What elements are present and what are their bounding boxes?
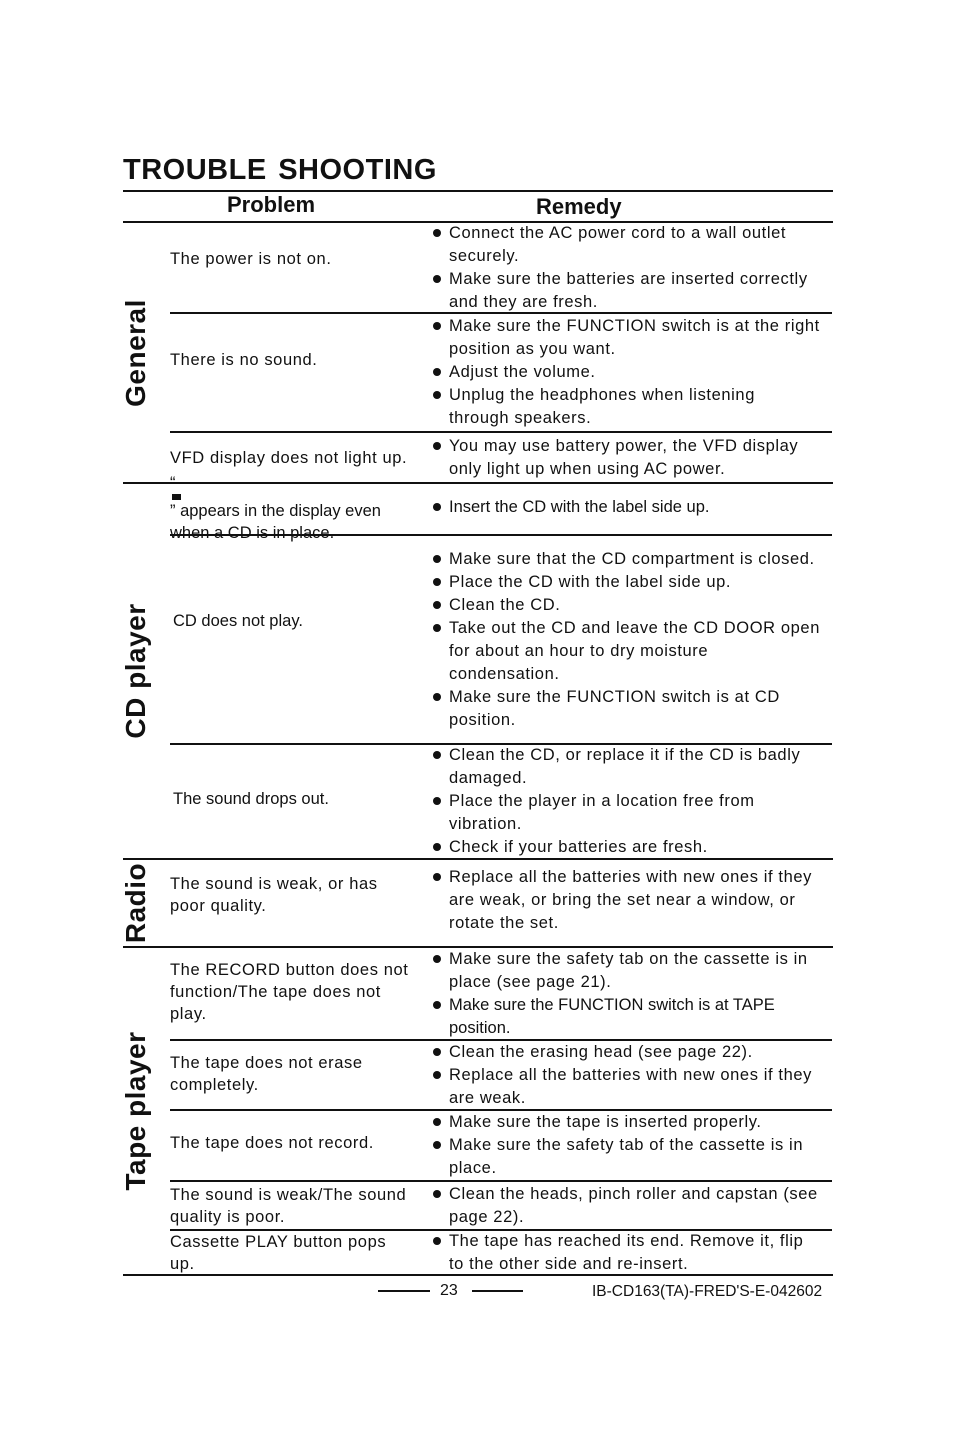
document-code: IB-CD163(TA)-FRED'S-E-042602	[592, 1283, 823, 1300]
remedy-item: Connect the AC power cord to a wall outlet securely.	[428, 222, 820, 268]
remedy-item: Clean the CD, or replace it if the CD is badly damaged.	[428, 744, 820, 790]
remedy-cell	[428, 223, 820, 312]
problem-text: There is no sound.	[170, 350, 318, 369]
remedy-cell	[428, 1231, 820, 1274]
blank-display-dash-icon	[172, 497, 181, 500]
category-label: General	[120, 298, 151, 407]
problem-text: The tape does not erase completely.	[170, 1054, 363, 1094]
quote-open: “	[170, 474, 176, 492]
table-row	[170, 1182, 832, 1229]
table-row	[170, 474, 832, 542]
remedy-item: Make sure that the CD compartment is closed.	[428, 548, 820, 571]
problem-text: The power is not on.	[170, 249, 332, 268]
remedy-cell	[428, 1111, 820, 1180]
remedy-item: You may use battery power, the VFD display only light up when using AC power.	[428, 435, 820, 481]
remedy-item: Make sure the tape is inserted properly.	[428, 1111, 820, 1134]
table-row	[170, 745, 832, 858]
remedy-column-header: Remedy	[536, 194, 622, 219]
problem-text: The sound drops out.	[173, 790, 329, 808]
category-label: Radio	[120, 862, 151, 944]
problem-text: The sound is weak, or has poor quality.	[170, 875, 378, 915]
problem-text: CD does not play.	[173, 612, 303, 630]
remedy-item: Clean the erasing head (see page 22).	[428, 1041, 820, 1064]
table-row	[170, 314, 832, 431]
remedy-cell	[428, 745, 820, 858]
category-label: CD player	[120, 603, 151, 739]
page-title: TROUBLE SHOOTING	[123, 154, 437, 186]
table-row	[170, 948, 832, 1039]
remedy-item: Replace all the batteries with new ones if they are weak, or bring the set near a window, or rotate the set.	[428, 866, 820, 935]
remedy-cell	[428, 860, 820, 940]
problem-text-rest: ” appears in the display even when a CD is in place.	[170, 502, 381, 542]
table-row	[170, 223, 832, 312]
page-number: 23	[440, 1282, 458, 1299]
table-row	[170, 1111, 832, 1180]
problem-cell	[170, 314, 416, 405]
table-row	[170, 860, 832, 946]
problem-text: The RECORD button does not function/The tape does not play.	[170, 961, 409, 1023]
remedy-cell	[428, 433, 820, 482]
table-row	[170, 1041, 832, 1109]
remedy-cell	[428, 1041, 820, 1109]
remedy-cell	[428, 536, 820, 743]
remedy-item: Place the CD with the label side up.	[428, 571, 820, 594]
problem-column-header: Problem	[227, 192, 316, 217]
problem-cell	[170, 745, 419, 853]
remedy-item: Adjust the volume.	[428, 361, 820, 384]
problem-cell	[170, 1231, 416, 1274]
problem-cell	[170, 1182, 416, 1229]
problem-cell	[170, 536, 419, 706]
remedy-item: Insert the CD with the label side up.	[428, 496, 820, 519]
remedy-cell	[428, 314, 820, 431]
problem-cell	[170, 474, 416, 542]
problem-text: The tape does not record.	[170, 1134, 374, 1152]
problem-text: The sound is weak/The sound quality is poor.	[170, 1185, 407, 1226]
table-row	[170, 1231, 832, 1274]
category-radio	[114, 860, 158, 946]
table-row	[170, 536, 832, 743]
problem-cell	[170, 223, 416, 294]
problem-text: Cassette PLAY button pops up.	[170, 1232, 387, 1273]
problem-text	[170, 472, 416, 544]
remedy-item: Place the player in a location free from vibration.	[428, 790, 820, 836]
remedy-item: Make sure the safety tab of the cassette is in place.	[428, 1134, 820, 1180]
remedy-item: Make sure the FUNCTION switch is at TAPE position.	[428, 994, 820, 1040]
remedy-item: Clean the heads, pinch roller and capstan (see page 22).	[428, 1183, 820, 1229]
remedy-item: Make sure the FUNCTION switch is at the right position as you want.	[428, 315, 820, 361]
remedy-item: Make sure the batteries are inserted correctly and they are fresh.	[428, 268, 820, 314]
category-tape-player	[114, 948, 158, 1274]
problem-cell	[170, 1111, 416, 1175]
remedy-item: Clean the CD.	[428, 594, 820, 617]
category-cd-player	[114, 484, 158, 858]
category-general	[114, 223, 158, 482]
category-label: Tape player	[120, 1031, 151, 1191]
remedy-item: Unplug the headphones when listening through speakers.	[428, 384, 820, 430]
remedy-item: Check if your batteries are fresh.	[428, 836, 820, 859]
problem-cell	[170, 1041, 416, 1107]
footer-rule-left	[378, 1290, 430, 1292]
remedy-item: Make sure the FUNCTION switch is at CD position.	[428, 686, 820, 732]
remedy-cell	[428, 1182, 820, 1229]
remedy-cell	[428, 948, 820, 1039]
problem-cell	[170, 948, 416, 1036]
remedy-item: Make sure the safety tab on the cassette is in place (see page 21).	[428, 948, 820, 994]
remedy-item: Take out the CD and leave the CD DOOR open for about an hour to dry moisture condensation.	[428, 617, 820, 686]
remedy-item: Replace all the batteries with new ones if they are weak.	[428, 1064, 820, 1110]
problem-cell	[170, 860, 416, 930]
remedy-item: The tape has reached its end. Remove it, flip to the other side and re-insert.	[428, 1230, 820, 1276]
problem-text: VFD display does not light up.	[170, 448, 408, 467]
footer-rule-right	[472, 1290, 523, 1292]
remedy-cell	[428, 484, 820, 530]
